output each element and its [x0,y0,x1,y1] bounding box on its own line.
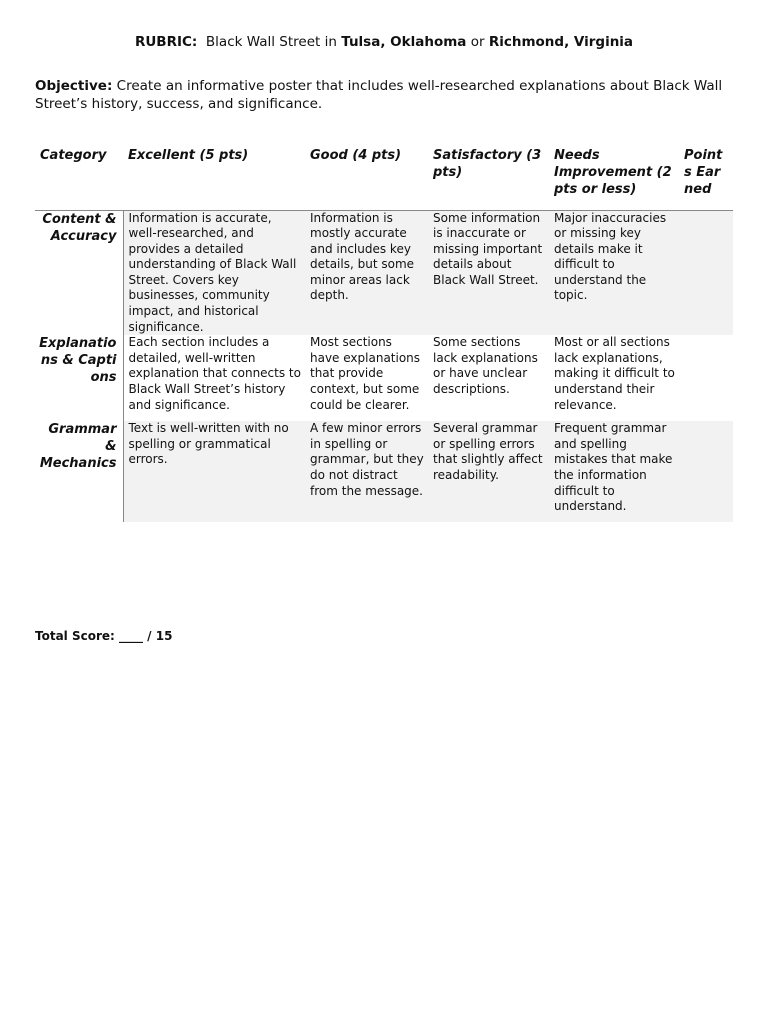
table-row [35,335,733,421]
cell-good: A few minor errors in spelling or grammar, but they do not distract from the message. [305,421,428,522]
header-points-earned: Points Earned [679,142,733,210]
category-content-accuracy: Content & Accuracy [35,210,123,335]
cell-needs-improvement: Frequent grammar and spelling mistakes that make the information difficult to understand. [549,421,679,522]
table-row [35,210,733,335]
objective-paragraph [35,77,735,113]
cell-points-earned[interactable] [679,210,733,335]
cell-needs-improvement: Major inaccuracies or missing key details make it difficult to understand the topic. [549,210,679,335]
title-lead: Black Wall Street in [205,34,337,50]
header-good: Good (4 pts) [305,142,428,210]
cell-good: Information is mostly accurate and includes key details, but some minor areas lack depth. [305,210,428,335]
category-explanations-captions: Explanations & Captions [35,335,123,421]
cell-satisfactory: Some information is inaccurate or missing important details about Black Wall Street. [428,210,549,335]
header-excellent: Excellent (5 pts) [123,142,305,210]
cell-points-earned[interactable] [679,335,733,421]
cell-excellent: Each section includes a detailed, well-written explanation that connects to Black Wall Street’s history and significance. [128,335,301,412]
header-row [35,142,733,210]
cell-points-earned[interactable] [679,421,733,522]
category-grammar-mechanics: Grammar & Mechanics [35,421,123,522]
title-connector: or [470,34,485,50]
cell-needs-improvement: Most or all sections lack explanations, making it difficult to understand their relevance. [554,335,675,412]
cell-good: Most sections have explanations that provide context, but some could be clearer. [310,335,421,412]
city-tulsa: Tulsa, Oklahoma [341,34,467,50]
rubric-table [35,142,733,522]
cell-satisfactory: Some sections lack explanations or have unclear descriptions. [433,335,538,397]
header-needs-improvement: Needs Improvement (2 pts or less) [549,142,679,210]
total-score: Total Score: ____ / 15 [35,629,173,643]
rubric-label: RUBRIC: [134,34,198,50]
table-row [35,421,733,522]
cell-satisfactory: Several grammar or spelling errors that slightly affect readability. [428,421,549,522]
header-category: Category [35,142,123,210]
header-satisfactory: Satisfactory (3 pts) [428,142,549,210]
objective-text: Create an informative poster that includes well-researched explanations about Black Wall Street’s history, success, and significance. [35,78,723,112]
objective-label: Objective: [35,78,113,94]
page-title [0,33,768,51]
cell-excellent: Text is well-written with no spelling or grammatical errors. [123,421,305,522]
city-richmond: Richmond, Virginia [488,34,634,50]
cell-excellent: Information is accurate, well-researched, and provides a detailed understanding of Black Wall Street. Covers key businesses, community impact, and historical significance. [123,210,305,335]
